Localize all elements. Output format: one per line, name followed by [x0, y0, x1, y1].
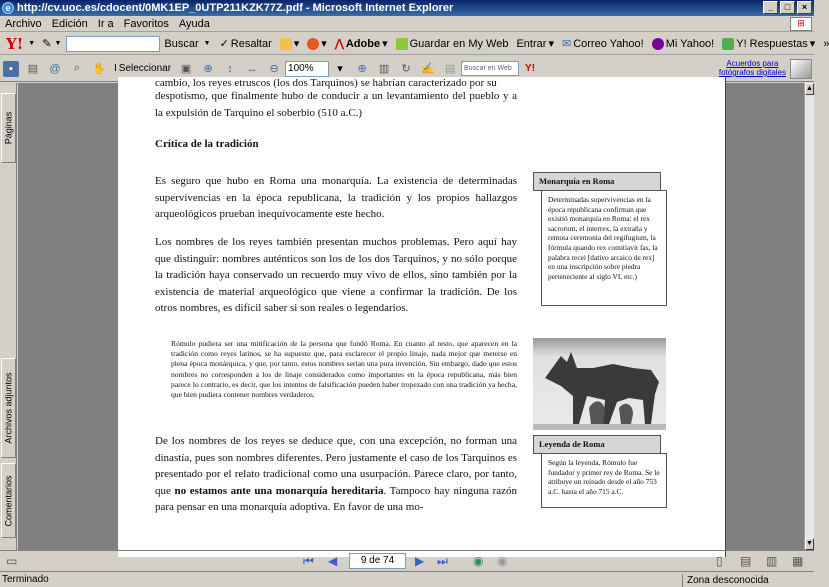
promo-link[interactable]: Acuerdos para fotógrafos digitales — [718, 59, 786, 77]
navigation-pane — [0, 83, 17, 550]
myweb-icon — [396, 38, 408, 50]
tab-pages[interactable]: Páginas — [1, 93, 16, 163]
menu-edicion[interactable]: Edición — [51, 17, 88, 30]
yahoo-toolbar — [0, 33, 829, 55]
continuous-icon[interactable]: ▤ — [740, 554, 752, 568]
tab-options-button[interactable]: ▾ — [280, 37, 300, 50]
yahoo-logo-icon[interactable]: Y! — [6, 34, 24, 53]
last-page-icon[interactable]: ⏭ — [437, 554, 448, 568]
footnote-block: Rómulo pudiera ser una mitificación de la persona que fundó Roma. En cuanto al resto, que aparecen en la tradición como reyes latinos, se ha supuesto que, para esclarecer el propio linaje, nada mejor que meterse en plena época monárquica, y que, por tanto, estos nombres serían una pura invención. Sin embargo, dado que estos nombres no corresponden a los de linaje considerados como importantes en la época republicana, más bien parece lo contrario, es decir, que los intentos de falsificación pueden haber tropezado con una tradición ya hecha, que bien pudiera contener nombres verdaderos. — [171, 339, 517, 400]
cut-off-line: cambio, los reyes etruscos (los dos Tarquinos) se habrían caracterizado por su — [155, 77, 497, 89]
tab-icon — [280, 38, 292, 50]
search-dropdown-icon[interactable]: ▼ — [203, 40, 211, 47]
section-heading: Crítica de la tradición — [155, 138, 259, 150]
yahoo-menu-dropdown-icon[interactable]: ▼ — [28, 40, 36, 47]
security-zone: Zona desconocida — [682, 574, 769, 587]
menu-ir-a[interactable]: Ir a — [97, 17, 114, 30]
go-forward-icon[interactable]: ◉ — [497, 554, 508, 568]
sidebar-title-monarquia: Monarquía en Roma — [533, 172, 661, 191]
she-wolf-statue-image — [533, 338, 666, 430]
yahoo-small-icon[interactable]: Y! — [525, 63, 536, 74]
mail-button[interactable]: ✉ Correo Yahoo! — [561, 37, 644, 50]
document-viewport[interactable] — [18, 77, 804, 550]
save-myweb-button[interactable]: Guardar en My Web — [396, 38, 509, 50]
vertical-scrollbar[interactable] — [804, 83, 814, 550]
sidebar-box-leyenda: Según la leyenda, Rómulo fue fundador y primer rey de Roma. Se le atribuye un reinado desde el año 753 a.C. hasta el año 715 a.C. — [541, 453, 667, 508]
windows-logo-icon: ⊞ — [790, 17, 812, 31]
next-page-icon[interactable]: ▶ — [415, 554, 425, 568]
menu-favoritos[interactable]: Favoritos — [123, 17, 169, 30]
pencil-dropdown-icon[interactable]: ▼ — [54, 40, 62, 47]
continuous-facing-icon[interactable]: ▦ — [792, 554, 804, 568]
adobe-button[interactable]: ⋀ Adobe ▾ — [334, 37, 388, 50]
zoom-field[interactable]: 100% — [285, 61, 329, 77]
print-icon[interactable]: ▤ — [27, 63, 39, 75]
sidebar-box-monarquia: Determinadas supervivencias en la época republicana confirman que existió monarquía en Roma: el rex sacrorum, el interrex, la extraña y remota ceremonia del regifugium, la fórmula quando rex comitiavit fas, la palabra recei [dativo arcaico de rex] en una inscripción sobre piedra perteneciente al siglo VI, etc.) — [541, 190, 667, 306]
more-chevron-icon[interactable]: » — [823, 37, 829, 50]
status-bar — [0, 571, 814, 587]
addon-icon — [307, 38, 319, 50]
page-layout-icon[interactable]: ▥ — [378, 63, 390, 75]
email-icon[interactable]: @ — [49, 62, 61, 75]
page-number-field[interactable]: 9 de 74 — [349, 553, 406, 569]
rotate-icon[interactable]: ↻ — [401, 63, 411, 75]
window-title: http://cv.uoc.es/cdocent/0MK1EP_0UTP211KZK77Z.pdf - Microsoft Internet Explorer — [17, 2, 454, 14]
fit-page-icon[interactable]: ↕ — [227, 62, 233, 75]
answers-icon — [722, 38, 734, 50]
mail-icon: ✉ — [561, 38, 572, 50]
title-bar — [0, 0, 814, 16]
minimize-button[interactable]: _ — [763, 1, 778, 14]
first-page-icon[interactable]: ⏮ — [303, 554, 314, 568]
save-icon[interactable]: ▪ — [3, 61, 19, 77]
go-back-icon[interactable]: ◉ — [473, 554, 484, 568]
single-page-icon[interactable]: ▯ — [716, 554, 723, 568]
wolf-sculpture-icon — [533, 338, 666, 430]
yahoo-search-input[interactable] — [66, 36, 160, 52]
sidebar-title-leyenda: Leyenda de Roma — [533, 435, 661, 454]
ie-icon: e — [2, 2, 14, 14]
paragraph-2: Los nombres de los reyes también presentan muchos problemas. Pero aquí hay que distinguir: nombres auténticos son los de los dos Tarquinos, y no sólo porque la tradición haya conservado un recuerdo muy vivo de ellos, sino también por la existencia de material arqueológico que viene a confirmar la tradición. De los otros nombres, es difícil saber si son reales o legendarios. — [155, 236, 517, 315]
scroll-up-arrow-icon[interactable]: ▲ — [805, 83, 814, 95]
zoom-dropdown-icon[interactable]: ▾ — [337, 63, 343, 75]
zoom-in-icon[interactable]: ⊕ — [203, 63, 213, 75]
scroll-down-arrow-icon[interactable]: ▼ — [805, 538, 814, 550]
tab-attachments[interactable]: Archivos adjuntos — [1, 358, 16, 458]
adobe-icon: ⋀ — [334, 38, 344, 50]
review-icon[interactable]: ▤ — [444, 63, 456, 75]
myyahoo-button[interactable]: Mi Yahoo! — [652, 38, 715, 50]
pencil-icon[interactable]: ✎ — [42, 38, 52, 50]
snapshot-icon[interactable]: ▣ — [180, 63, 192, 75]
adobe-logo-icon — [790, 59, 812, 79]
enter-button[interactable]: Entrar ▾ — [516, 37, 554, 50]
maximize-button[interactable]: □ — [780, 1, 795, 14]
close-button[interactable]: × — [797, 1, 812, 14]
answers-button[interactable]: Y! Respuestas ▾ — [722, 37, 815, 50]
paragraph-1: Es seguro que hubo en Roma una monarquía. La existencia de determinadas supervivencias en la época republicana, la tradición y los propios hallazgos arqueológicos prueban inequívocamente este hecho. — [155, 175, 517, 221]
find-icon[interactable]: ⌕ — [73, 62, 81, 74]
pane-toggle-icon[interactable]: ▭ — [6, 554, 18, 568]
tab-comments[interactable]: Comentarios — [1, 463, 16, 538]
fit-width-icon[interactable]: ↔ — [246, 62, 258, 75]
page-navigation-bar — [0, 550, 814, 571]
status-text: Terminado — [2, 574, 49, 585]
facing-icon[interactable]: ▥ — [766, 554, 778, 568]
highlight-button[interactable]: ✓ Resaltar — [219, 37, 272, 50]
pdf-page — [118, 77, 726, 557]
previous-page-icon[interactable]: ◀ — [328, 554, 338, 568]
addon-button[interactable]: ▾ — [307, 37, 327, 50]
paragraph-3: De los nombres de los reyes se deduce que, con una excepción, no forman una dinastía, pues son nombres diferentes. Pero justamente el caso de los Tarquinos es presentado por el relato tradicional como una usurpación. Parece claro, por tanto, que no estamos ante una monarquía hereditaria. Tampoco hay ninguna razón para pensar en una monarquía adoptiva. En favor de una mo- — [155, 435, 517, 514]
hand-tool-icon[interactable]: ✋ — [92, 63, 106, 75]
menu-archivo[interactable]: Archivo — [5, 17, 42, 30]
select-tool-button[interactable]: I Seleccionar — [114, 63, 172, 74]
zoom-plus-icon[interactable]: ⊕ — [357, 63, 367, 75]
paragraph-0: despotismo, que finalmente hubo de conducir a un levantamiento del pueblo y a la expulsión de Tarquino el soberbio (510 a.C.) — [155, 90, 517, 119]
zoom-out-icon[interactable]: ⊖ — [269, 63, 279, 75]
search-button[interactable]: Buscar — [164, 37, 199, 50]
text-cursor-icon: I — [114, 63, 117, 74]
menu-ayuda[interactable]: Ayuda — [178, 17, 210, 30]
menu-bar — [0, 16, 814, 32]
web-search-input[interactable]: Buscar en Web — [461, 61, 519, 76]
window-controls — [763, 1, 812, 14]
myyahoo-icon — [652, 38, 664, 50]
sign-icon[interactable]: ✍ — [421, 63, 435, 75]
highlight-icon: ✓ — [219, 38, 229, 50]
